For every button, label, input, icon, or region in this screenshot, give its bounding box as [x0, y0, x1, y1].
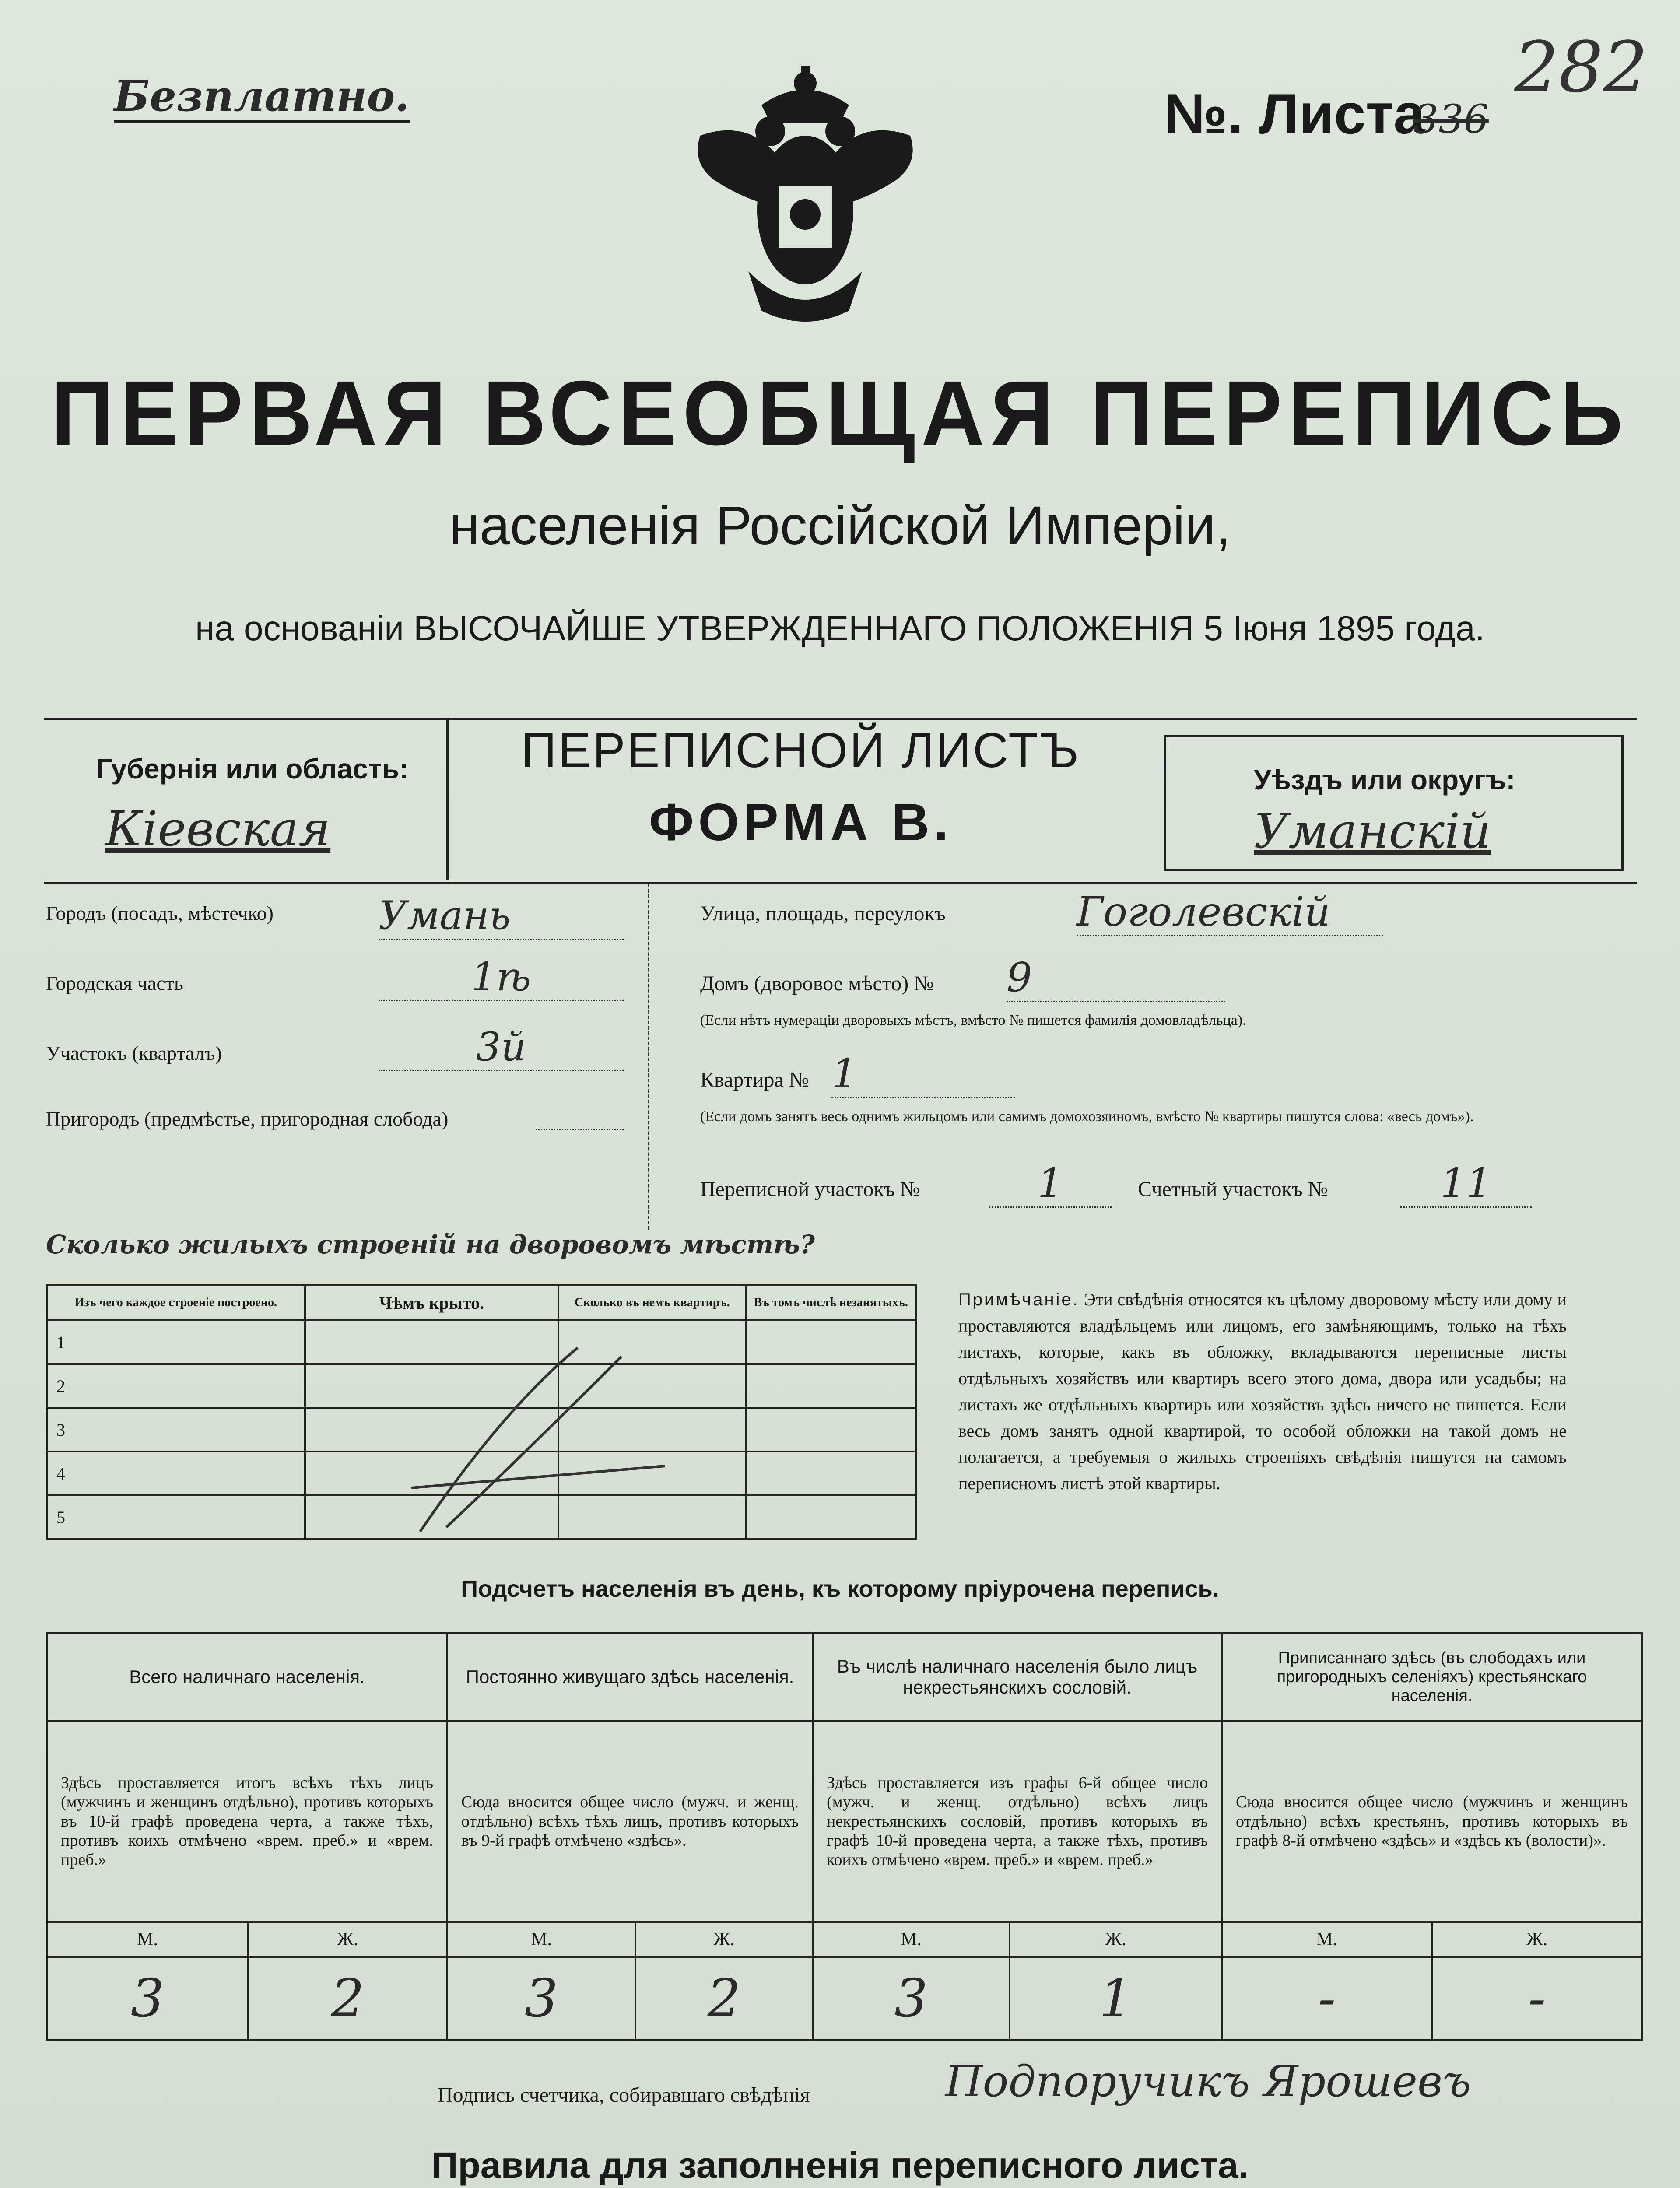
- city-label: Городъ (посадъ, мѣстечко): [46, 902, 274, 924]
- pop-peasant-female: -: [1432, 1957, 1642, 2040]
- street-value: Гоголевскій: [1077, 888, 1383, 936]
- pop-col-head-nonpeasant: Въ числѣ наличнаго населенія было лицъ некрестьянскихъ сословій.: [813, 1633, 1222, 1721]
- precinct-label: Участокъ (кварталъ): [46, 1042, 222, 1064]
- district-value: 1ѣ: [379, 954, 624, 1001]
- pop-male-label: М.: [447, 1922, 635, 1957]
- corner-number: 282: [1514, 26, 1648, 108]
- pop-col-desc-peasant: Сюда вносится общее число (мужчинъ и женщинъ отдѣльно) всѣхъ крестьянъ, противъ которыхъ въ графѣ 8-й отмѣчено «здѣсь» и «здѣсь къ (волости)».: [1222, 1721, 1642, 1922]
- apartment-note: (Если домъ занятъ весь однимъ жильцомъ или самимъ домохозяиномъ, вмѣсто № квартиры пишутся слова: «весь домъ»).: [700, 1108, 1474, 1125]
- pop-female-label: Ж.: [1010, 1922, 1222, 1957]
- gubernia-box: [44, 718, 449, 880]
- sheet-title: ПЕРЕПИСНОЙ ЛИСТЪ: [521, 723, 1081, 778]
- buildings-row-number: 3: [47, 1408, 305, 1452]
- imperial-eagle-icon: [683, 66, 928, 337]
- page-subtitle: населенія Россійской Имперіи,: [449, 495, 1231, 556]
- suburb-value: [536, 1120, 624, 1130]
- buildings-col-vacant: Въ томъ числѣ незанятыхъ.: [746, 1285, 916, 1320]
- buildings-row-number: 4: [47, 1452, 305, 1495]
- pop-permanent-male: 3: [447, 1957, 635, 2040]
- pop-col-desc-permanent: Сюда вносится общее число (мужч. и женщ. отдѣльно) всѣхъ тѣхъ лицъ, противъ которыхъ въ 9-й графѣ отмѣчено «здѣсь».: [447, 1721, 813, 1922]
- pop-male-label: М.: [47, 1922, 248, 1957]
- pop-col-head-permanent: Постоянно живущаго здѣсь населенія.: [447, 1633, 813, 1721]
- pop-col-head-total: Всего наличнаго населенія.: [47, 1633, 447, 1721]
- rules-title: Правила для заполненія переписного листа.: [431, 2145, 1249, 2186]
- uezd-value: Уманскій: [1254, 803, 1491, 859]
- census-district-label: Переписной участокъ №: [700, 1178, 920, 1201]
- sheet-number-value: 336: [1413, 96, 1489, 142]
- house-value: 9: [1007, 954, 1225, 1002]
- form-label: ФОРМА В.: [649, 793, 953, 852]
- pop-male-label: М.: [813, 1922, 1010, 1957]
- population-title: Подсчетъ населенія въ день, къ которому пріурочена перепись.: [461, 1576, 1219, 1602]
- district-label: Городская часть: [46, 972, 183, 994]
- suburb-label: Пригородъ (предмѣстье, пригородная слобода): [46, 1108, 449, 1130]
- count-district-label: Счетный участокъ №: [1138, 1178, 1328, 1201]
- buildings-col-apartments: Сколько въ немъ квартиръ.: [558, 1285, 746, 1320]
- buildings-col-roof: Чѣмъ крыто.: [305, 1285, 559, 1320]
- sheet-number-label: №. Листа: [1164, 82, 1425, 146]
- pop-male-label: М.: [1222, 1922, 1432, 1957]
- signature-label: Подпись счетчика, собиравшаго свѣдѣнія: [438, 2083, 810, 2107]
- pop-col-head-peasant: Приписаннаго здѣсь (въ слободахъ или пригородныхъ селеніяхъ) крестьянскаго населенія.: [1222, 1633, 1642, 1721]
- pop-permanent-female: 2: [635, 1957, 813, 2040]
- pop-col-desc-total: Здѣсь проставляется итогъ всѣхъ тѣхъ лицъ (мужчинъ и женщинъ отдѣльно), противъ которыхъ въ 10-й графѣ проведена черта, а также тѣхъ, противъ коихъ отмѣчено «врем. преб.» и «врем. преб.»: [47, 1721, 447, 1922]
- page-title: ПЕРВАЯ ВСЕОБЩАЯ ПЕРЕПИСЬ: [51, 362, 1629, 465]
- pop-nonpeasant-male: 3: [813, 1957, 1010, 2040]
- buildings-col-material: Изъ чего каждое строеніе построено.: [47, 1285, 305, 1320]
- column-divider: [648, 884, 649, 1230]
- signature-value: Подпоручикъ Ярошевъ: [945, 2057, 1471, 2107]
- pop-nonpeasant-female: 1: [1010, 1957, 1222, 2040]
- strikeout-scribble: [394, 1322, 700, 1540]
- buildings-row-number: 1: [47, 1320, 305, 1364]
- free-label: Безплатно.: [114, 72, 410, 123]
- pop-total-female: 2: [248, 1957, 447, 2040]
- note-text: Эти свѣдѣнія относятся къ цѣлому дворовому мѣсту или дому и проставляются владѣльцемъ или лицомъ, его замѣняющимъ, только на тѣхъ листахъ, которые, какъ въ обложку, вкладываются переписные листы отдѣльныхъ хозяйствъ или квартиръ всего этого дома, двора или усадьбы; на листахъ же отдѣльныхъ квартиръ или хозяйствъ здѣсь ничего не пишется. Если весь домъ занятъ одной квартирой, то особой обложки на такой домъ не полагается, а требуемыя о жилыхъ строеніяхъ свѣдѣнія пишутся на самомъ переписномъ листѣ этой квартиры.: [958, 1290, 1567, 1493]
- house-label: Домъ (дворовое мѣсто) №: [700, 972, 934, 995]
- house-note: (Если нѣтъ нумераціи дворовыхъ мѣстъ, вмѣсто № пишется фамилія домовладѣльца).: [700, 1012, 1246, 1028]
- apartment-value: 1: [831, 1050, 1015, 1098]
- buildings-note: [958, 1287, 1567, 1497]
- pop-female-label: Ж.: [635, 1922, 813, 1957]
- pop-female-label: Ж.: [248, 1922, 447, 1957]
- census-district-value: 1: [989, 1160, 1112, 1208]
- buildings-row-number: 5: [47, 1495, 305, 1539]
- buildings-row-number: 2: [47, 1364, 305, 1408]
- pop-total-male: 3: [47, 1957, 248, 2040]
- legal-basis: на основаніи ВЫСОЧАЙШЕ УТВЕРЖДЕННАГО ПОЛОЖЕНІЯ 5 Іюня 1895 года.: [195, 609, 1485, 648]
- gubernia-label: Губернія или область:: [96, 753, 409, 785]
- uezd-box: [1164, 735, 1624, 871]
- population-table: [46, 1632, 1643, 2041]
- pop-peasant-male: -: [1222, 1957, 1432, 2040]
- city-value: Умань: [379, 893, 624, 940]
- note-title: Примѣчаніе.: [958, 1290, 1080, 1309]
- apartment-label: Квартира №: [700, 1068, 809, 1091]
- pop-col-desc-nonpeasant: Здѣсь проставляется изъ графы 6-й общее число (мужч. и женщ. отдѣльно) всѣхъ лицъ некрестьянскихъ сословій, противъ которыхъ въ графѣ 10-й проведена черта, а также тѣхъ, противъ коихъ отмѣчено «врем. преб.» и «врем. преб.»: [813, 1721, 1222, 1922]
- precinct-value: 3й: [379, 1024, 624, 1071]
- gubernia-value: Кіевская: [105, 801, 331, 857]
- uezd-label: Уѣздъ или округъ:: [1254, 764, 1515, 796]
- count-district-value: 11: [1400, 1160, 1532, 1208]
- buildings-question: Сколько жилыхъ строеній на дворовомъ мѣстѣ?: [46, 1230, 815, 1259]
- pop-female-label: Ж.: [1432, 1922, 1642, 1957]
- street-label: Улица, площадь, переулокъ: [700, 902, 946, 925]
